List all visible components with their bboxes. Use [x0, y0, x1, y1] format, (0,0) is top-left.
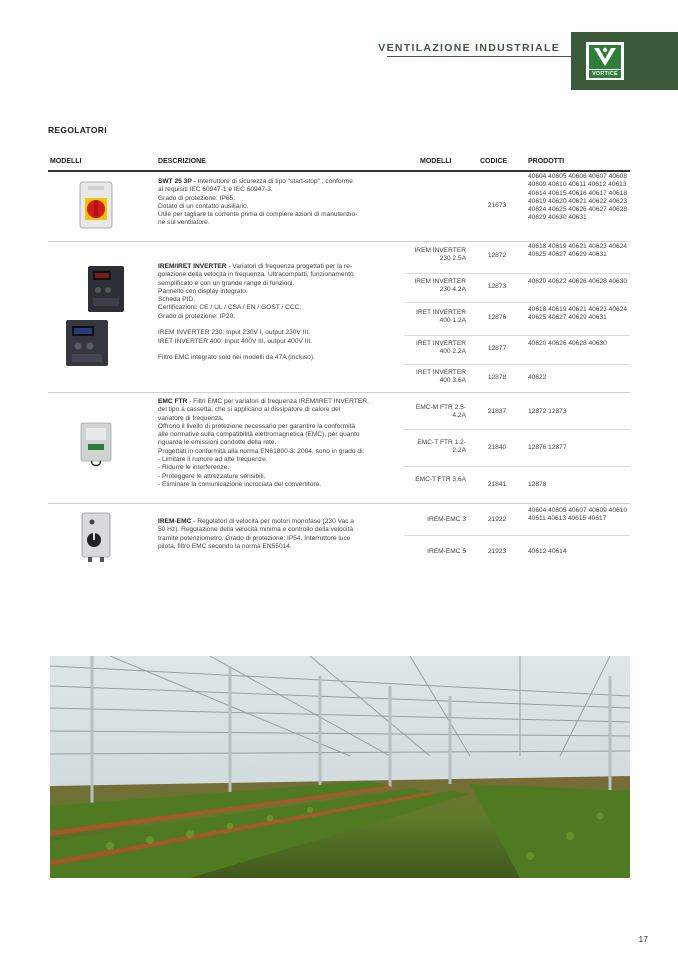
greenhouse-photo: [50, 656, 630, 878]
variant-code: 21922: [487, 516, 507, 523]
variant-code: 12873: [487, 283, 507, 290]
page-number: 17: [638, 934, 648, 944]
variant-divider: [404, 364, 630, 365]
variant-divider: [404, 466, 630, 467]
row-swt-text: - Interruttore di sicurezza di tipo "start-stop" , conforme ai requisiti IEC 60947-1 e IEC 60947-3. Grado di protezione: IP65. Dotato di un contatto ausiliario. Utile per tagliare la corrente prima di compiere azioni di manutenzio- ne sul ventilatore.: [158, 178, 358, 227]
variant-products: 40620 40622 40626 40628 40630: [528, 278, 628, 285]
row-divider: [48, 241, 630, 242]
variant-products: 12878: [528, 481, 547, 488]
variant-products: 40612 40614: [528, 548, 567, 555]
variant-model: IREM INVERTER 230 4.2A: [414, 278, 466, 294]
row-inverter-text: - Variatori di frequenza progettati per la re- golazione della velocità in frequenza. Ultracompatti, funzionamento semplificato e con un grande range di funzioni. Pannello con display integrato. Scheda PID. Certificazioni: CE / UL / CSA / EN / GOST / CCC. Grado di protezione: IP20. IREM INVERTER 230: Input 230V I, output 230V III. IRET INVERTER 400: Input 400V III, output 400V III. Filtro EMC integrato solo nei modelli da 47A (incluso).: [158, 263, 354, 362]
variant-divider: [404, 535, 630, 536]
variant-products: 40618 40619 40621 40623 40624 40625 40627 40629 40631: [528, 306, 628, 322]
variant-model: IRET INVERTER 400 1.2A: [416, 309, 466, 325]
col-description: DESCRIZIONE: [158, 158, 206, 165]
row-inverter-description: [158, 263, 404, 363]
row-swt-code: 21673: [487, 202, 507, 209]
variant-divider: [404, 302, 630, 303]
variant-model: IREM-EMC 5: [427, 548, 466, 555]
row-divider: [48, 392, 630, 393]
row-inverter-name: IREM/IRET INVERTER: [158, 263, 227, 270]
variant-divider: [404, 429, 630, 430]
variant-model: IREM INVERTER 230 2.5A: [414, 247, 466, 263]
variant-code: 12872: [487, 252, 507, 259]
row-swt-description: [158, 178, 404, 228]
variant-code: 21837: [487, 408, 507, 415]
logo-mark: [589, 45, 621, 69]
table-header-rule: [48, 170, 630, 172]
variant-model: IRET INVERTER 400 2.2A: [416, 340, 466, 356]
variant-code: 21840: [487, 444, 507, 451]
variant-code: 21841: [487, 481, 507, 488]
col-models: MODELLI: [50, 158, 82, 165]
variant-products: 12876 12877: [528, 444, 567, 451]
variant-code: 12876: [487, 314, 507, 321]
row-iremcm-text: - Regolatori di velocità per motori monofase (230 Vac a 50 Hz). Regolazione della velocità minima e controllo della velocità tramite potenziometro. Grado di protezione: IP54. Interruttore luce pilota, filtro EMC secondo la norma EN55014.: [158, 518, 354, 550]
variant-divider: [404, 273, 630, 274]
row-swt-products: 40604 40605 40606 40607 40608 40609 40610 40611 40612 40613 40614 40615 40616 40617 40618 40619 40620 40621 40622 40623 40624 40625 40626 40627 40628 40629 40630 40631: [528, 173, 628, 222]
logo-v-icon: [589, 45, 621, 69]
swt-switch-image: [76, 180, 116, 230]
variant-products: 12872 12873: [528, 408, 567, 415]
irem-emc-image: [78, 510, 114, 564]
irem-inverter-image: [86, 264, 126, 314]
section-title: REGOLATORI: [48, 125, 107, 135]
section-header-title: VENTILAZIONE INDUSTRIALE: [378, 42, 560, 54]
table-header: [48, 158, 630, 170]
variant-products: 40622: [528, 374, 547, 381]
variant-products: 40604 40605 40607 40609 40610 40611 40613 40615 40617: [528, 507, 628, 523]
col-models-2: MODELLI: [420, 158, 452, 165]
row-iremcm-name: IREM-EMC: [158, 518, 192, 525]
row-emc-name: EMC FTR: [158, 398, 188, 405]
variant-divider: [404, 335, 630, 336]
variant-products: 40618 40619 40621 40623 40624 40625 40627 40629 40631: [528, 243, 628, 259]
iret-inverter-image: [64, 318, 110, 368]
header-divider: [387, 56, 582, 57]
variant-code: 12877: [487, 345, 507, 352]
row-iremcm-description: [158, 518, 404, 551]
row-divider: [48, 503, 630, 504]
variant-products: 40620 40626 40628 40630: [528, 340, 607, 347]
emc-filter-image: [78, 420, 114, 470]
variant-code: 21923: [487, 548, 507, 555]
logo-wordmark: VORTICE: [589, 70, 621, 78]
variant-model: EMC-T FTR 1.2-2.2A: [417, 439, 466, 455]
col-code: CODICE: [480, 158, 508, 165]
variant-model: EMC-M FTR 2.5-4.2A: [415, 404, 466, 420]
variant-code: 12878: [487, 374, 507, 381]
row-emc-description: [158, 398, 404, 489]
row-swt-name: SWT 25 3P: [158, 178, 192, 185]
variant-model: EMC-T FTR 3.6A: [415, 476, 466, 483]
row-emc-text: - Filtri EMC per variatori di frequenza IREM/IRET INVERTER, del tipo a cassetta, che si applicano al dissipatore di calore del variatore di frequenza. Offrono il livello di protezione necessario per garantire la conformità alle normative sulla compatibilità elettromagnetica (EMC), per quanto riguarda le emissioni condotte della rete. Progettati in conformità alla norma EN61800-3: 2004, sono in grado di: - Limitare il rumore ad alte frequenze. - Ridurre le interferenze. - Proteggere le attrezzature sensibili. - Eliminare la comunicazione incrociata del convertitore.: [158, 398, 369, 488]
variant-model: IRET INVERTER 400 3.6A: [416, 369, 466, 385]
vortice-logo: [586, 42, 624, 80]
col-products: PRODOTTI: [528, 158, 565, 165]
variant-model: IREM-EMC 3: [427, 516, 466, 523]
